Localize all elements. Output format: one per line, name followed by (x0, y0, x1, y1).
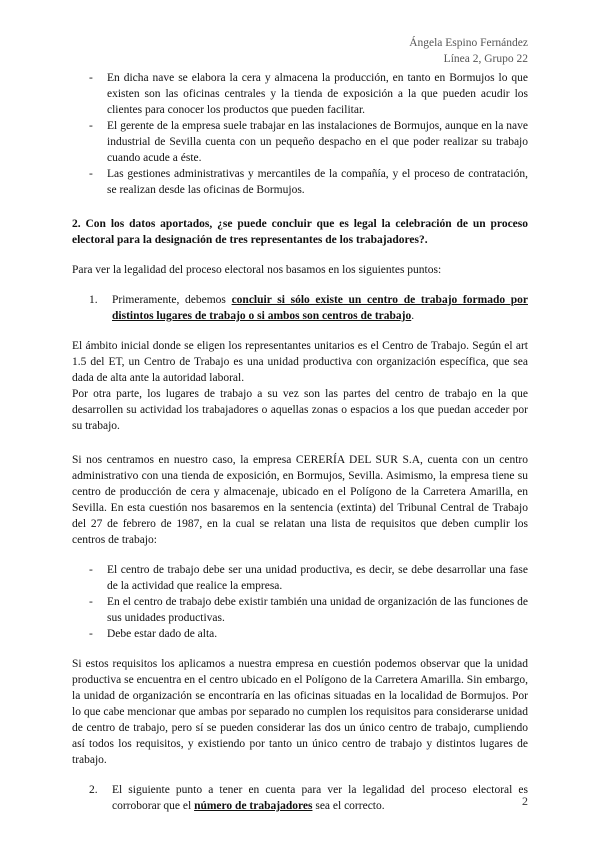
list-item: - El centro de trabajo debe ser una unidad productiva, es decir, se debe desarrollar una fase de la actividad que realice la empresa. (72, 562, 528, 594)
list-item: - Debe estar dado de alta. (72, 626, 528, 642)
list-item: - En el centro de trabajo debe existir también una unidad de organización de las funciones de sus unidades productivas. (72, 594, 528, 626)
page-header (409, 35, 528, 67)
intro-bullet-list (72, 70, 528, 198)
point-two-emphasis: número de trabajadores (194, 800, 313, 812)
paragraph-caso: Si nos centramos en nuestro caso, la empresa CERERÍA DEL SUR S.A, cuenta con un centro administrativo con una tienda de exposición, en Bormujos, Sevilla. Asimismo, la empresa tiene su centro de producción de cera y almacenaje, ubicado en el Polígono de la Carretera Amarilla, en Sevilla. En esta cuestión nos basaremos en la sentencia (extinta) del Tribunal Central de Trabajo del 27 de febrero de 1987, en la cual se relatan una lista de requisitos que deben cumplir los centros de trabajo: (72, 454, 528, 546)
list-item: - Las gestiones administrativas y mercantiles de la compañía, y el proceso de contratación, se realizan desde las oficinas de Bormujos. (72, 166, 528, 198)
paragraph-ambito: El ámbito inicial donde se eligen los representantes unitarios es el Centro de Trabajo. Según el art 1.5 del ET, un Centro de Trabajo es una unidad productiva con organización específica, que sea dada de alta ante la autoridad laboral. (72, 340, 528, 384)
legality-intro: Para ver la legalidad del proceso electoral nos basamos en los siguientes puntos: (72, 264, 442, 276)
paragraph-lugares: Por otra parte, los lugares de trabajo a su vez son las partes del centro de trabajo en la que desarrollen su actividad los trabajadores o aquellas zonas o espacios a los que puedan acceder por su trabajo. (72, 388, 528, 432)
point-one-emphasis: concluir si sólo existe un centro de trabajo formado por distintos lugares de trabajo o si ambos son centros de trabajo (112, 294, 528, 322)
point-one (72, 292, 528, 324)
requirements-list (72, 562, 528, 642)
point-two-lead: El siguiente punto a tener en cuenta para ver la legalidad del proceso electoral es corroborar que el (112, 784, 528, 812)
list-item: - En dicha nave se elabora la cera y almacena la producción, en tanto en Bormujos lo que existen son las oficinas centrales y la tienda de exposición a la que pueden acudir los clientes para conocer los productos que pueden facilitar. (72, 70, 528, 118)
header-group: Línea 2, Grupo 22 (443, 53, 528, 65)
point-one-number: 1. (89, 294, 98, 306)
point-one-tail: . (411, 310, 415, 322)
page-body (72, 70, 528, 814)
header-author: Ángela Espino Fernández (409, 37, 528, 49)
point-two-number: 2. (89, 784, 98, 796)
list-item: - El gerente de la empresa suele trabajar en las instalaciones de Bormujos, aunque en la nave industrial de Sevilla cuenta con un pequeño despacho en el que poder realizar su trabajo cuando acude a éste. (72, 118, 528, 166)
point-two-tail: sea el correcto. (312, 800, 385, 812)
point-two (72, 782, 528, 814)
page-number: 2 (522, 794, 528, 808)
paragraph-conclusion: Si estos requisitos los aplicamos a nuestra empresa en cuestión podemos observar que la unidad productiva se encuentra en el centro ubicado en el Polígono de la Carretera Amarilla. Sin embargo, la unidad de organización se encontraría en las oficinas situadas en la localidad de Bormujos. Por lo que cabe mencionar que ambas por separado no cumplen los requisitos para considerarse unidad de centro de trabajo, pero sí se pueden considerar las dos un único centro de trabajo, cumpliendo así todos los requisitos, y existiendo por tanto un único centro de trabajo y distintos lugares de trabajo. (72, 658, 528, 766)
question-heading: 2. Con los datos aportados, ¿se puede concluir que es legal la celebración de un proceso electoral para la designación de tres representantes de los trabajadores?. (72, 218, 528, 246)
point-one-lead: Primeramente, debemos (112, 294, 232, 306)
